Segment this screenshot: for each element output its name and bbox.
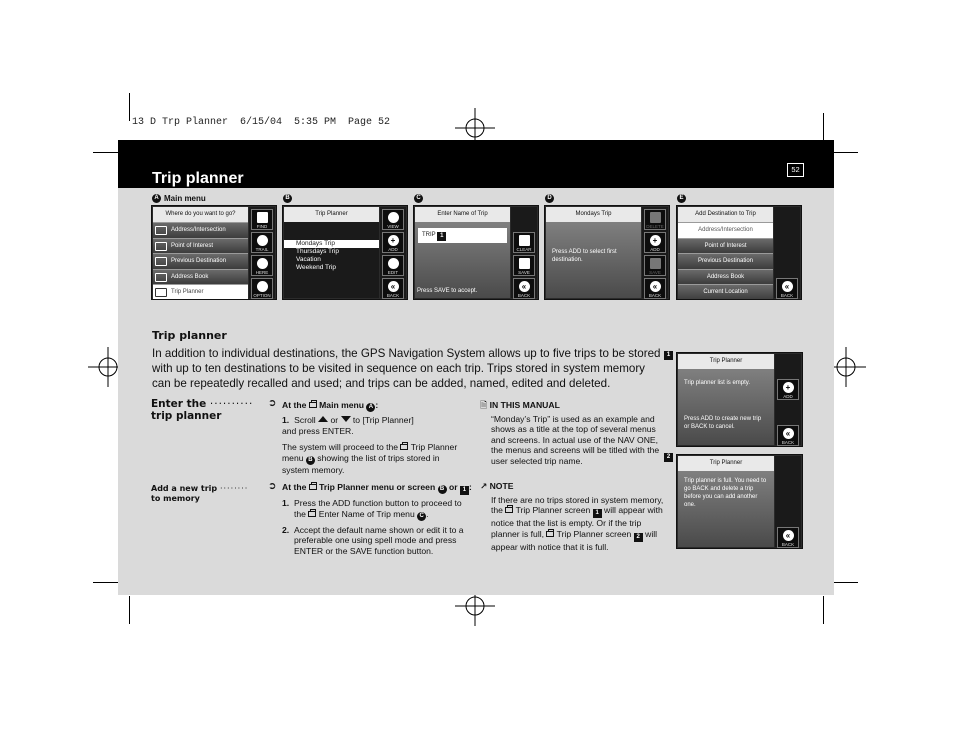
- menu-row: Address Book: [153, 269, 248, 285]
- menu-icon: [308, 511, 316, 517]
- screen-d-label: D: [545, 194, 554, 203]
- menu-row-selected: Address/Intersection: [678, 222, 773, 238]
- add-button: + ADD: [644, 232, 666, 253]
- option-button: OPTION: [251, 278, 273, 299]
- disk-icon: [650, 258, 661, 269]
- menu-row: Point of Interest: [153, 238, 248, 254]
- menu-row: Current Location: [678, 284, 773, 300]
- section-intro: In addition to individual destinations, the GPS Navigation System allows up to five trips to be stored with up to ten destinations to be visited in sequence on each trip. Trips stored in system memory can be repeatedly recalled and used; and trips can be added, named, edited and deleted.: [152, 347, 661, 390]
- menu-icon: [309, 402, 317, 408]
- screen-title: Enter Name of Trip: [415, 207, 510, 222]
- book-icon: [155, 273, 167, 282]
- screen-message-2: Press ADD to create new trip or BACK to cancel.: [684, 416, 762, 430]
- manual-note: 🗎 IN THIS MANUAL “Monday’s Trip” is used as an example and shows as a title at the top of several menus and screens. In actual use of the NAV ONE, the menus and screens will be titled with the user selected trip name.: [480, 400, 660, 466]
- menu-icon: [546, 531, 554, 537]
- map-icon: [155, 226, 167, 235]
- plus-icon: +: [650, 235, 661, 246]
- crop-mark: [129, 596, 130, 624]
- note-arrow-icon: ↗: [480, 481, 488, 491]
- screen-title: Mondays Trip: [546, 207, 641, 222]
- plus-icon: +: [783, 382, 794, 393]
- crop-mark: [823, 113, 824, 141]
- step-1: 1. Scroll or to [Trip Planner]: [282, 415, 414, 425]
- menu-icon: [309, 484, 317, 490]
- delete-button: DELETE: [644, 209, 666, 230]
- rewind-icon: «: [388, 281, 399, 292]
- find-button: FIND: [251, 209, 273, 230]
- view-icon: [388, 212, 399, 223]
- menu-row: Address Book: [678, 269, 773, 285]
- crop-mark: [93, 582, 121, 583]
- trip-item: Thursdays Trip: [296, 248, 339, 255]
- screen-title: Trip Planner: [284, 207, 379, 222]
- menu-row: Previous Destination: [678, 253, 773, 269]
- history-icon: [155, 257, 167, 266]
- screen-c-label: C: [414, 194, 423, 203]
- screen-list-empty: [676, 352, 803, 447]
- screen-message: Trip planner list is empty.: [684, 380, 751, 386]
- screen-e-label: E: [677, 194, 686, 203]
- eraser-icon: [519, 235, 530, 246]
- enter-steps: At the Main menu A : 1. Scroll or to [Trip Planner] and press ENTER. The system will proceed to the Trip Planner menu B showing the list of trips stored in system memory.: [282, 400, 467, 481]
- disk-icon: [519, 258, 530, 269]
- note: ↗ NOTE If there are no trips stored in system memory, the Trip Planner screen 1 will appear with notice that the list is empty. Or if the trip planner is full, Trip Planner screen 2 will appear with notice that it is full.: [480, 481, 664, 552]
- down-arrow-icon: [341, 416, 351, 422]
- section-heading: Trip planner: [152, 329, 227, 342]
- trip-item: Vacation: [296, 256, 321, 263]
- trail-button: TRAIL: [251, 232, 273, 253]
- scissors-icon: [388, 258, 399, 269]
- screen-a-label: A Main menu: [152, 194, 206, 203]
- screen-title: Trip Planner: [678, 456, 774, 471]
- page-number: 52: [787, 163, 804, 177]
- trash-icon: [650, 212, 661, 223]
- screen-title: Add Destination to Trip: [678, 207, 773, 222]
- back-button: « BACK: [513, 278, 535, 299]
- crop-mark: [129, 93, 130, 121]
- plus-icon: +: [388, 235, 399, 246]
- rewind-icon: «: [783, 530, 794, 541]
- clear-button: CLEAR: [513, 232, 535, 253]
- screen-2-label: 2: [664, 453, 673, 462]
- screen-main-menu: [151, 205, 277, 300]
- step-heading: At the Trip Planner menu or screen B or 1 :: [282, 482, 472, 493]
- crop-mark: [823, 596, 824, 624]
- screen-title: Where do you want to go?: [153, 207, 248, 222]
- back-button: « BACK: [777, 425, 799, 446]
- arrow-circle-icon: ➲: [268, 481, 277, 492]
- menu-row: Previous Destination: [153, 253, 248, 269]
- menu-row: Point of Interest: [678, 238, 773, 254]
- text-cursor: 1: [437, 232, 446, 241]
- crop-mark: [830, 152, 858, 153]
- screen-trip-planner: [282, 205, 408, 300]
- here-icon: [257, 258, 268, 269]
- up-arrow-icon: [318, 416, 328, 422]
- trip-item: Weekend Trip: [296, 264, 336, 271]
- menu-icon: [400, 444, 408, 450]
- view-button: VIEW: [382, 209, 404, 230]
- screen-title: Trip Planner: [678, 354, 774, 369]
- poi-icon: [155, 242, 167, 251]
- enter-heading: Enter the ·········· trip planner: [151, 398, 254, 422]
- save-button: SAVE: [513, 255, 535, 276]
- rewind-icon: «: [782, 281, 793, 292]
- add-button: + ADD: [777, 379, 799, 400]
- enter-note: The system will proceed to the Trip Planner menu B showing the list of trips stored in system memory.: [282, 442, 458, 475]
- route-icon: [155, 288, 167, 297]
- menu-row: Address/Intersection: [153, 222, 248, 238]
- rewind-icon: «: [650, 281, 661, 292]
- step-heading: At the Main menu A :: [282, 400, 379, 410]
- menu-icon: [505, 507, 513, 513]
- screen-b-label: B: [283, 194, 292, 203]
- back-button: « BACK: [777, 527, 799, 548]
- print-slug: 13 D Trp Planner 6/15/04 5:35 PM Page 52: [132, 117, 391, 128]
- manual-icon: 🗎: [480, 400, 488, 410]
- trip-name-input: TRIP 1: [418, 228, 507, 243]
- screen-1-label: 1: [664, 351, 673, 360]
- crop-mark: [830, 582, 858, 583]
- screen-footer: Press SAVE to accept.: [417, 288, 478, 294]
- trip-item-selected: Mondays Trip: [284, 240, 379, 248]
- step-2: 2. Accept the default name shown or edit it to a preferable one using spell mode and press ENTER or the SAVE function button.: [282, 524, 464, 556]
- rewind-icon: «: [519, 281, 530, 292]
- page-title: Trip planner: [152, 170, 244, 187]
- screen-add-destination: [676, 205, 802, 300]
- menu-row-selected: Trip Planner: [153, 284, 248, 300]
- save-button: SAVE: [644, 255, 666, 276]
- crop-mark: [93, 152, 121, 153]
- add-button: + ADD: [382, 232, 404, 253]
- add-steps: [282, 482, 472, 560]
- back-button: « BACK: [644, 278, 666, 299]
- trail-icon: [257, 235, 268, 246]
- usa-map-icon: [257, 212, 268, 223]
- screen-list-full: [676, 454, 803, 549]
- arrow-circle-icon: ➲: [268, 398, 277, 409]
- back-button: « BACK: [776, 278, 798, 299]
- screen-message: Press ADD to select first destination.: [552, 249, 617, 263]
- rewind-icon: «: [783, 428, 794, 439]
- screen-enter-name: [413, 205, 539, 300]
- wrench-icon: [257, 281, 268, 292]
- screen-mondays-trip: [544, 205, 670, 300]
- edit-button: EDIT: [382, 255, 404, 276]
- add-heading: Add a new trip ········ to memory: [151, 484, 249, 503]
- here-button: HERE: [251, 255, 273, 276]
- step-1: 1. Press the ADD function button to proceed to the Enter Name of Trip menu C .: [282, 498, 462, 519]
- screen-message: Trip planner is full. You need to go BACK and delete a trip before you can add another one.: [684, 478, 767, 508]
- back-button: « BACK: [382, 278, 404, 299]
